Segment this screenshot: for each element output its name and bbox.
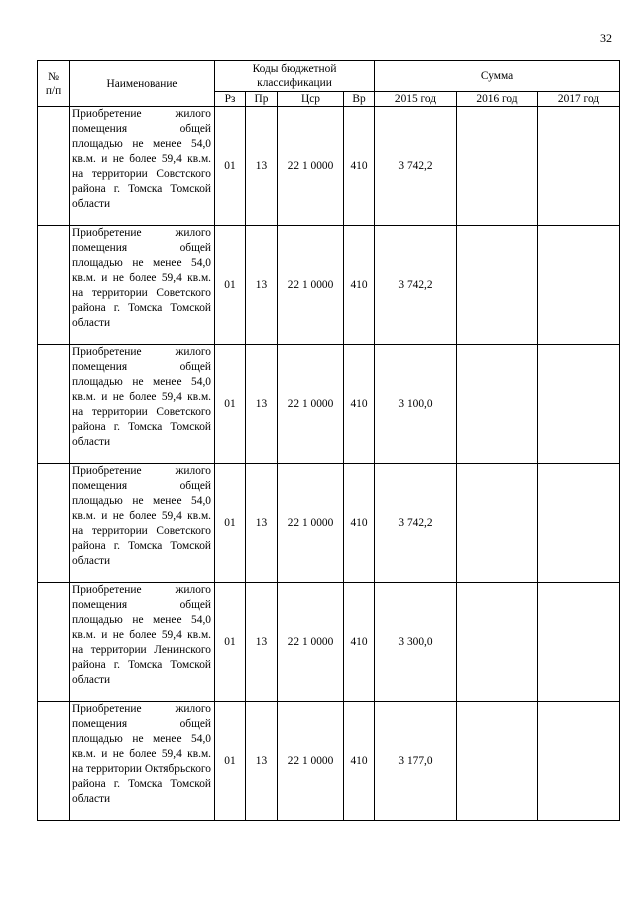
row-2015: 3 100,0 <box>375 345 457 464</box>
row-name-last: области <box>72 198 111 210</box>
row-2017 <box>538 345 620 464</box>
row-name <box>70 583 215 702</box>
row-num <box>38 702 70 821</box>
row-name-last: области <box>72 555 111 567</box>
table-row <box>38 345 620 464</box>
row-name <box>70 464 215 583</box>
row-name-last: области <box>72 674 111 686</box>
row-2017 <box>538 226 620 345</box>
table-row <box>38 702 620 821</box>
row-rz: 01 <box>215 226 246 345</box>
row-num <box>38 464 70 583</box>
header-rz: Рз <box>215 92 246 107</box>
row-pr: 13 <box>246 226 278 345</box>
row-num <box>38 345 70 464</box>
page-number: 32 <box>600 31 612 45</box>
header-csr: Цср <box>278 92 344 107</box>
row-name-text: Приобретение жилого помещения общей площадью не менее 54,0 кв.м. и не более 59,4 кв.м. на территории Советского района г. Томска Томской <box>72 465 211 552</box>
row-pr: 13 <box>246 702 278 821</box>
header-2015: 2015 год <box>375 92 457 107</box>
row-2015: 3 742,2 <box>375 464 457 583</box>
header-name: Наименование <box>70 61 215 107</box>
header-2017: 2017 год <box>538 92 620 107</box>
row-num <box>38 226 70 345</box>
row-csr: 22 1 0000 <box>278 464 344 583</box>
budget-table <box>37 60 620 821</box>
header-row-1 <box>38 61 620 92</box>
row-2015: 3 742,2 <box>375 226 457 345</box>
row-csr: 22 1 0000 <box>278 107 344 226</box>
row-csr: 22 1 0000 <box>278 583 344 702</box>
row-vr: 410 <box>344 107 375 226</box>
row-2016 <box>457 583 538 702</box>
row-name <box>70 226 215 345</box>
row-name-text: Приобретение жилого помещения общей площадью не менее 54,0 кв.м. и не более 59,4 кв.м. на территории Октябрьского района г. Томска Томской <box>72 703 211 790</box>
row-name-text: Приобретение жилого помещения общей площадью не менее 54,0 кв.м. и не более 59,4 кв.м. на территории Совстского района г. Томска Томской <box>72 108 211 195</box>
row-vr: 410 <box>344 583 375 702</box>
header-2016: 2016 год <box>457 92 538 107</box>
row-vr: 410 <box>344 464 375 583</box>
row-name-text: Приобретение жилого помещения общей площадью не менее 54,0 кв.м. и не более 59,4 кв.м. на территории Советского района г. Томска Томской <box>72 346 211 433</box>
row-csr: 22 1 0000 <box>278 345 344 464</box>
row-2017 <box>538 702 620 821</box>
row-rz: 01 <box>215 345 246 464</box>
table-row <box>38 107 620 226</box>
row-name-last: области <box>72 436 111 448</box>
row-pr: 13 <box>246 583 278 702</box>
row-pr: 13 <box>246 464 278 583</box>
row-2017 <box>538 107 620 226</box>
header-pr: Пр <box>246 92 278 107</box>
row-rz: 01 <box>215 583 246 702</box>
row-2015: 3 300,0 <box>375 583 457 702</box>
header-codes-group: Коды бюджетной классификации <box>215 61 375 92</box>
row-csr: 22 1 0000 <box>278 226 344 345</box>
row-vr: 410 <box>344 345 375 464</box>
row-2016 <box>457 702 538 821</box>
row-csr: 22 1 0000 <box>278 702 344 821</box>
table-row <box>38 464 620 583</box>
row-2016 <box>457 464 538 583</box>
row-pr: 13 <box>246 345 278 464</box>
row-rz: 01 <box>215 107 246 226</box>
row-name-last: области <box>72 793 111 805</box>
row-name-text: Приобретение жилого помещения общей площадью не менее 54,0 кв.м. и не более 59,4 кв.м. на территории Ленинского района г. Томска Томской <box>72 584 211 671</box>
row-name <box>70 107 215 226</box>
row-vr: 410 <box>344 226 375 345</box>
table-row <box>38 226 620 345</box>
row-2015: 3 742,2 <box>375 107 457 226</box>
row-pr: 13 <box>246 107 278 226</box>
row-2017 <box>538 583 620 702</box>
table-row <box>38 583 620 702</box>
header-vr: Вр <box>344 92 375 107</box>
row-rz: 01 <box>215 464 246 583</box>
row-num <box>38 107 70 226</box>
row-2016 <box>457 226 538 345</box>
row-rz: 01 <box>215 702 246 821</box>
row-2016 <box>457 345 538 464</box>
row-name <box>70 702 215 821</box>
row-2016 <box>457 107 538 226</box>
row-name <box>70 345 215 464</box>
header-num: № п/п <box>38 61 70 107</box>
row-vr: 410 <box>344 702 375 821</box>
row-2017 <box>538 464 620 583</box>
row-num <box>38 583 70 702</box>
row-2015: 3 177,0 <box>375 702 457 821</box>
header-sum-group: Сумма <box>375 61 620 92</box>
row-name-text: Приобретение жилого помещения общей площадью не менее 54,0 кв.м. и не более 59,4 кв.м. на территории Советского района г. Томска Томской <box>72 227 211 314</box>
row-name-last: области <box>72 317 111 329</box>
